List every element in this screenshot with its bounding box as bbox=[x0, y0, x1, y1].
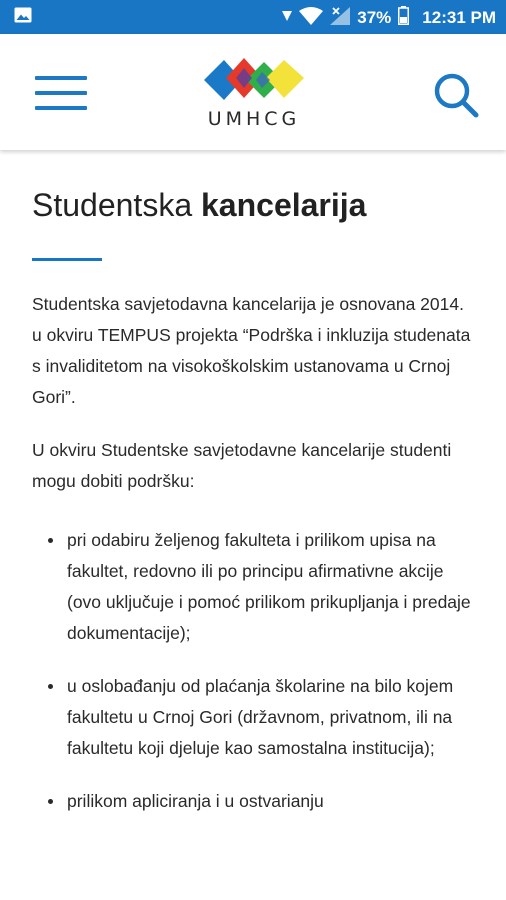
bullet-icon bbox=[48, 538, 53, 543]
search-icon bbox=[433, 105, 479, 122]
clock: 12:31 PM bbox=[422, 7, 496, 27]
battery-percent: 37% bbox=[357, 7, 392, 27]
list-item-text: u oslobađanju od plaćanja školarine na bilo kojem fakultetu u Crnoj Gori (državnom, privatnom, ili na fakultetu koji djeluje kao samostalna institucija); bbox=[67, 676, 454, 759]
logo-text: UMHCG bbox=[207, 108, 301, 130]
search-button[interactable] bbox=[433, 72, 479, 118]
title-regular: Studentska bbox=[32, 187, 193, 223]
menu-button[interactable] bbox=[35, 76, 87, 110]
app-header bbox=[0, 34, 506, 150]
signal-icon bbox=[330, 7, 350, 28]
vibrate-icon bbox=[282, 9, 292, 26]
list-item-text: prilikom apliciranja i u ostvarianju bbox=[67, 791, 324, 812]
list-item-text: pri odabiru željenog fakulteta i prilikom upisa na fakultet, redovno ili po principu afirmativne akcije (ovo uključuje i pomoć prilikom prikupljanja i predaje dokumentacije); bbox=[67, 530, 471, 644]
list-item bbox=[48, 525, 472, 649]
list-item bbox=[48, 786, 472, 817]
gallery-notification-icon bbox=[14, 7, 32, 28]
title-underline bbox=[32, 258, 102, 261]
article bbox=[32, 150, 472, 839]
title-bold: kancelarija bbox=[201, 187, 367, 223]
list-item bbox=[48, 671, 472, 764]
support-list bbox=[32, 525, 472, 817]
logo[interactable] bbox=[198, 56, 310, 134]
bullet-icon bbox=[48, 684, 53, 689]
status-bar bbox=[0, 0, 506, 34]
page-title bbox=[32, 186, 472, 224]
intro-paragraph: Studentska savjetodavna kancelarija je osnovana 2014. u okviru TEMPUS projekta “Podrška i inkluzija studenata s invaliditetom na visokoškolskim ustanovama u Crnoj Gori”. bbox=[32, 294, 471, 408]
battery-icon bbox=[398, 6, 409, 28]
wifi-icon bbox=[299, 7, 323, 28]
bullet-icon bbox=[48, 799, 53, 804]
support-paragraph: U okviru Studentske savjetodavne kancelarije studenti mogu dobiti podršku: bbox=[32, 440, 452, 492]
logo-diamonds-icon bbox=[198, 56, 310, 108]
